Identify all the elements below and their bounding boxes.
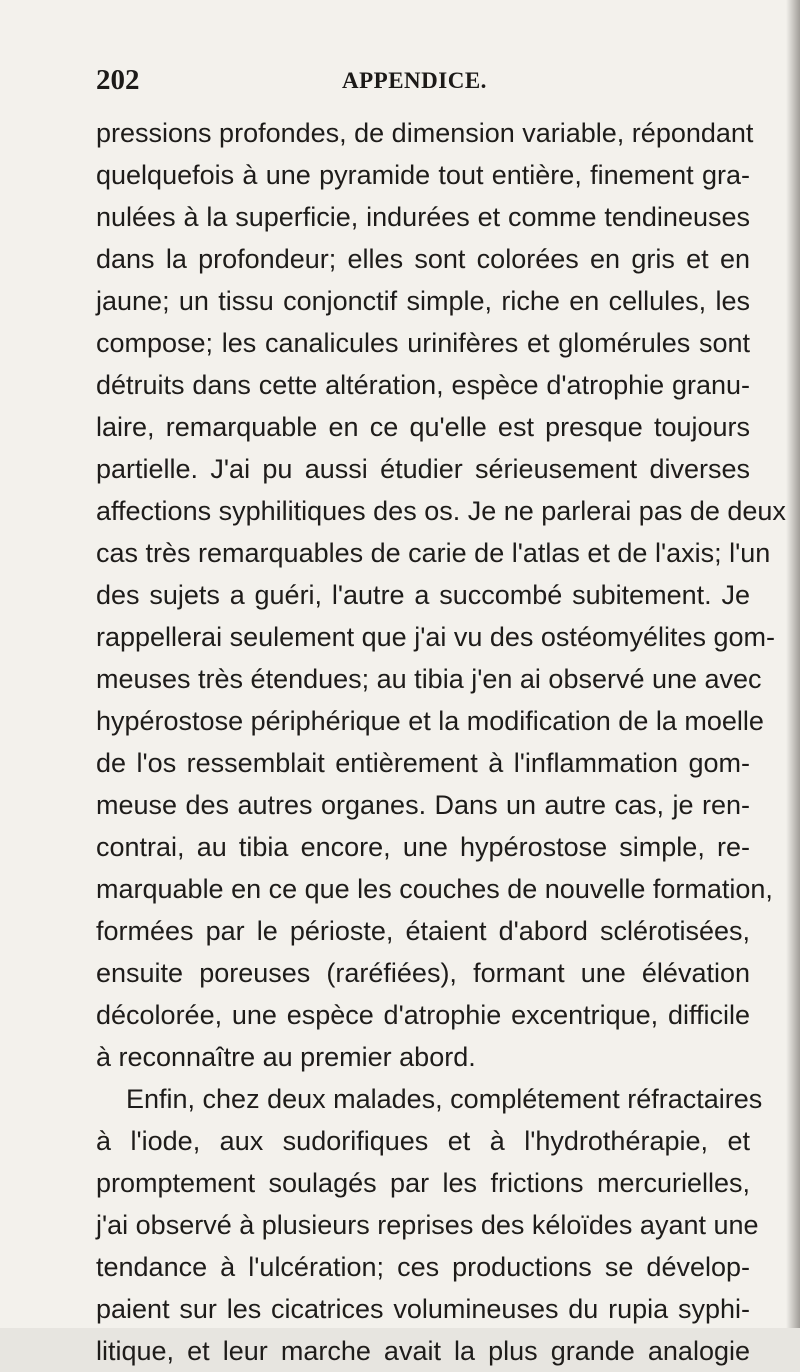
text-line: jaune; un tissu conjonctif simple, riche en cellules, les <box>96 286 750 316</box>
text-line: promptement soulagés par les frictions mercurielles, <box>96 1168 750 1198</box>
text-line: meuse des autres organes. Dans un autre cas, je ren- <box>96 790 750 820</box>
text-line: quelquefois à une pyramide tout entière, finement gra- <box>96 160 750 190</box>
text-line: dans la profondeur; elles sont colorées en gris et en <box>96 244 750 274</box>
text-line: décolorée, une espèce d'atrophie excentrique, difficile <box>96 1000 750 1030</box>
page-edge-shadow <box>786 0 800 1328</box>
text-line: affections syphilitiques des os. Je ne parlerai pas de deux <box>96 496 786 526</box>
text-line: pressions profondes, de dimension variable, répondant <box>96 118 754 148</box>
text-line: cas très remarquables de carie de l'atlas et de l'axis; l'un <box>96 538 771 568</box>
page-header <box>96 64 736 104</box>
text-line: compose; les canalicules urinifères et glomérules sont <box>96 328 750 358</box>
running-head: APPENDICE. <box>342 68 487 93</box>
text-line: contrai, au tibia encore, une hypérostose simple, re- <box>96 832 750 862</box>
text-line: détruits dans cette altération, espèce d'atrophie granu- <box>96 370 750 400</box>
text-line: de l'os ressemblait entièrement à l'inflammation gom- <box>96 748 750 778</box>
text-line: nulées à la superficie, indurées et comme tendineuses <box>96 202 750 232</box>
text-line: hypérostose périphérique et la modification de la moelle <box>96 706 764 736</box>
body-text <box>96 112 786 1372</box>
text-line: Enfin, chez deux malades, complétement réfractaires <box>126 1084 763 1114</box>
text-line: j'ai observé à plusieurs reprises des kéloïdes ayant une <box>96 1210 759 1240</box>
text-line: paient sur les cicatrices volumineuses du rupia syphi- <box>96 1294 750 1324</box>
page-number: 202 <box>96 64 140 96</box>
text-line: formées par le périoste, étaient d'abord sclérotisées, <box>96 916 750 946</box>
text-line: partielle. J'ai pu aussi étudier sérieusement diverses <box>96 454 750 484</box>
text-line: des sujets a guéri, l'autre a succombé subitement. Je <box>96 580 750 610</box>
text-line: marquable en ce que les couches de nouvelle formation, <box>96 874 773 904</box>
text-line: rappellerai seulement que j'ai vu des ostéomyélites gom- <box>96 622 776 652</box>
text-line: ensuite poreuses (raréfiées), formant une élévation <box>96 958 750 988</box>
text-line: à l'iode, aux sudorifiques et à l'hydrothérapie, et <box>96 1126 750 1156</box>
text-line: laire, remarquable en ce qu'elle est presque toujours <box>96 412 750 442</box>
text-line: litique, et leur marche avait la plus grande analogie <box>96 1336 750 1366</box>
text-line: à reconnaître au premier abord. <box>96 1042 476 1072</box>
text-line: tendance à l'ulcération; ces productions se dévelop- <box>96 1252 750 1282</box>
text-line: meuses très étendues; au tibia j'en ai observé une avec <box>96 664 762 694</box>
